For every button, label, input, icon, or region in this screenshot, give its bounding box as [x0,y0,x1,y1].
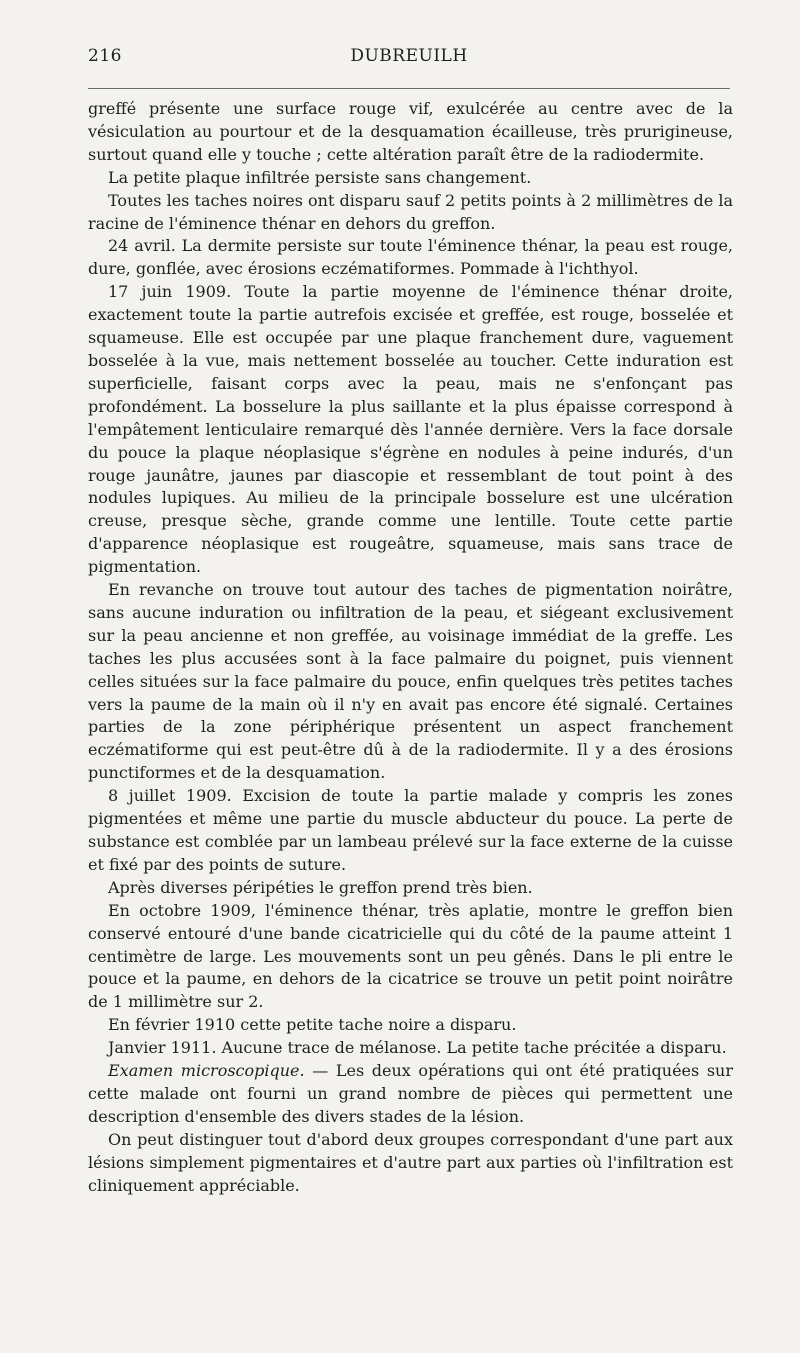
page-number: 216 [88,46,122,66]
paragraph: Janvier 1911. Aucune trace de mélanose. La petite tache précitée a disparu. [108,1038,727,1058]
running-title: DUBREUILH [350,46,468,66]
paragraph: La petite plaque infiltrée persiste sans changement. [108,167,532,187]
paragraph: 17 juin 1909. Toute la partie moyenne de l'éminence thénar droite, exactement toute la partie autrefois excisée et greffée, est rouge, bosselée et squameuse. Elle est occupée par une plaque franchement dure, vaguement bosselée à la vue, mais nettement bosselée au toucher. Cette induration est superficielle, faisant corps avec la peau, mais ne s'enfonçant pas profondément. La bosselure la plus saillante et la plus épaisse correspond à l'empâtement lenticulaire remarqué dès l'année dernière. Vers la face dorsale du pouce la plaque néoplasique s'égrène en nodules à peine indurés, d'un rouge jaunâtre, jaunes par diascopie et ressemblant de tout point à des nodules lupiques. Au milieu de la principale bosselure est une ulcération creuse, presque sèche, grande comme une lentille. Toute cette partie d'apparence néoplasique est rougeâtre, squameuse, mais sans trace de pigmentation. [88,282,733,577]
header-rule [88,88,730,89]
running-head [88,46,730,74]
paragraph: Après diverses péripéties le greffon prend très bien. [108,877,533,897]
paragraph: En octobre 1909, l'éminence thénar, très aplatie, montre le greffon bien conservé entouré d'une bande cicatricielle qui du côté de la paume atteint 1 centimètre de large. Les mouvements sont un peu gênés. Dans le pli entre le pouce et la paume, en dehors de la cicatrice se trouve un petit point noirâtre de 1 millimètre sur 2. [88,900,733,1012]
paragraph: 24 avril. La dermite persiste sur toute l'éminence thénar, la peau est rouge, dure, gonflée, avec érosions eczématiformes. Pommade à l'ichthyol. [88,236,733,279]
paragraph: 8 juillet 1909. Excision de toute la partie malade y compris les zones pigmentées et même une partie du muscle abducteur du pouce. La perte de substance est comblée par un lambeau prélevé sur la face externe de la cuisse et fixé par des points de suture. [88,786,733,874]
paragraph: Examen microscopique. — Les deux opérations qui ont été pratiquées sur cette malade ont fourni un grand nombre de pièces qui permettent une description d'ensemble des divers stades de la lésion. [88,1061,733,1126]
paragraph: En revanche on trouve tout autour des taches de pigmentation noirâtre, sans aucune induration ou infiltration de la peau, et siégeant exclusivement sur la peau ancienne et non greffée, au voisinage immédiat de la greffe. Les taches les plus accusées sont à la face palmaire du poignet, puis viennent celles situées sur la face palmaire du pouce, enfin quelques très petites taches vers la paume de la main où il n'y en avait pas encore été signalé. Certaines parties de la zone périphérique présentent un aspect franchement eczématiforme qui est peut-être dû à de la radiodermite. Il y a des érosions punctiformes et de la desquamation. [88,580,733,783]
paragraph: En février 1910 cette petite tache noire a disparu. [108,1015,517,1035]
paragraph: Toutes les taches noires ont disparu sauf 2 petits points à 2 millimètres de la racine de l'éminence thénar en dehors du greffon. [88,190,733,233]
paragraph: greffé présente une surface rouge vif, exulcérée au centre avec de la vésiculation au pourtour et de la desquamation écailleuse, très prurigineuse, surtout quand elle y touche ; cette altération paraît être de la radiodermite. [88,99,733,164]
paragraph: On peut distinguer tout d'abord deux groupes correspondant d'une part aux lésions simplement pigmentaires et d'autre part aux parties où l'infiltration est cliniquement appréciable. [88,1129,733,1195]
section-lead: Examen microscopique. [108,1061,305,1081]
body-text [88,98,733,1198]
